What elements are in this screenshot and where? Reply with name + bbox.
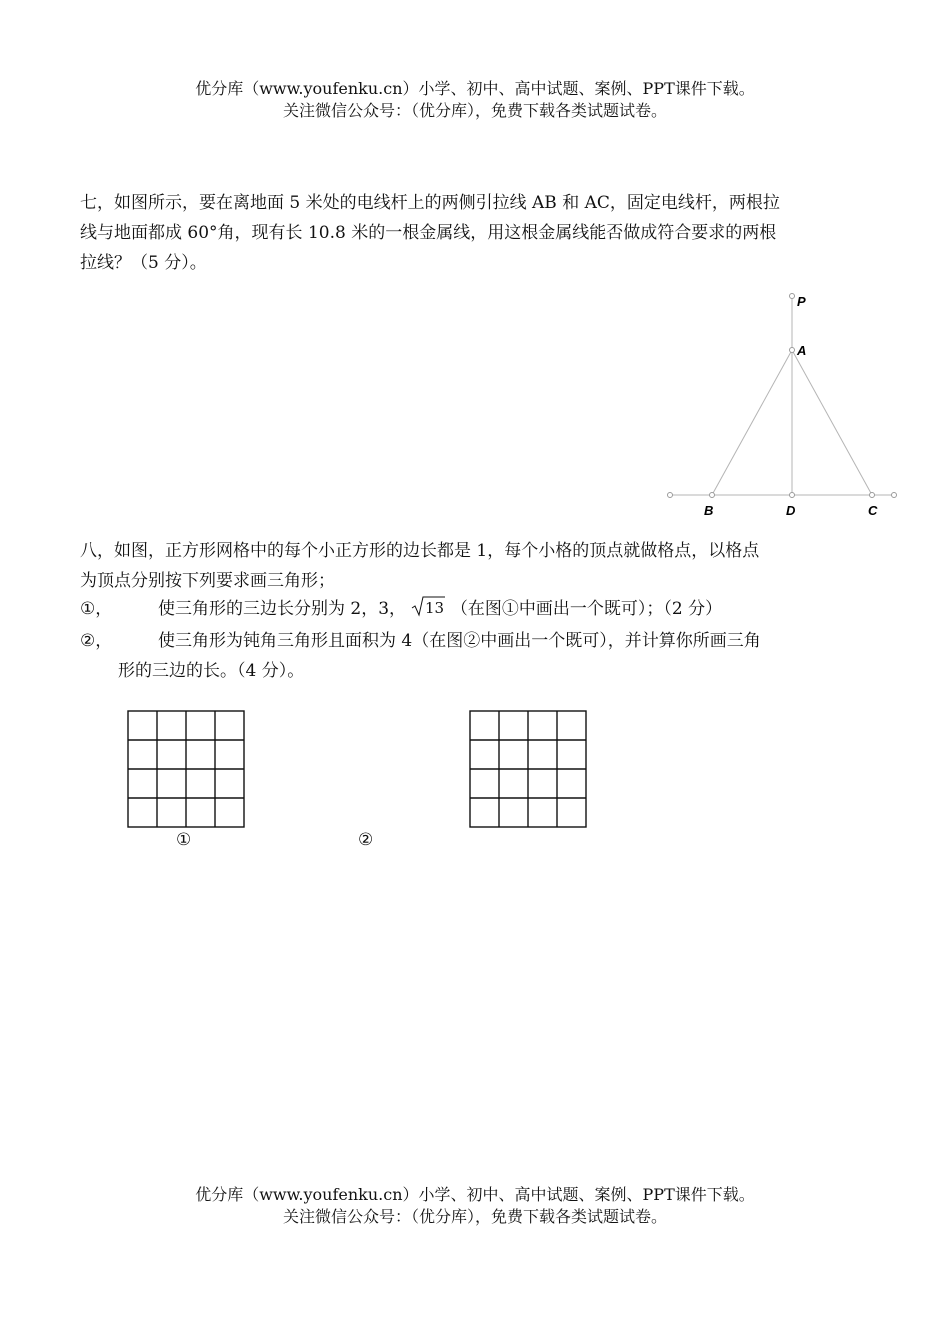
question-8: [80, 536, 875, 596]
sqrt-value: 13: [425, 599, 445, 617]
footer-line-2: 关注微信公众号：（优分库），免费下载各类试题试卷。: [282, 1207, 667, 1226]
wire-ac: [792, 350, 872, 495]
q8-line-1: 八，如图，正方形网格中的每个小正方形的边长都是 1，每个小格的顶点就做格点，以格点: [80, 541, 760, 561]
q8-line-2: 为顶点分别按下列要求画三角形；: [80, 571, 335, 591]
q8-item-1-num: ①，: [80, 599, 113, 619]
q8-item-1: [80, 594, 875, 624]
question-7: [80, 188, 875, 278]
point-a: [790, 348, 795, 353]
q7-figure: [660, 288, 905, 523]
ground-end-right: [892, 493, 897, 498]
q8-item-1-text-after: （在图①中画出一个既可）；（2 分）: [450, 599, 723, 619]
point-c: [870, 493, 875, 498]
label-c: C: [868, 503, 878, 518]
grid-2-caption: ②: [358, 830, 374, 850]
point-b: [710, 493, 715, 498]
ground-end-left: [668, 493, 673, 498]
grid-1-caption: ①: [176, 830, 192, 850]
footer-line-1: 优分库（www.youfenku.cn）小学、初中、高中试题、案例、PPT课件下载。: [195, 1185, 755, 1204]
point-d: [790, 493, 795, 498]
q7-line-1: 七，如图所示，要在离地面 5 米处的电线杆上的两侧引拉线 AB 和 AC，固定电线杆，两根拉: [80, 193, 780, 213]
point-p: [790, 294, 795, 299]
page-header: [0, 78, 950, 122]
page-footer: [0, 1184, 950, 1228]
grid-1: [126, 709, 248, 831]
header-line-2: 关注微信公众号：（优分库），免费下载各类试题试卷。: [282, 101, 667, 120]
q8-item-2-num: ②，: [80, 631, 113, 651]
q7-line-3: 拉线？（5 分）。: [80, 253, 207, 273]
q7-line-2: 线与地面都成 60°角，现有长 10.8 米的一根金属线，用这根金属线能否做成符合要求的两根: [80, 223, 777, 243]
header-line-1: 优分库（www.youfenku.cn）小学、初中、高中试题、案例、PPT课件下载。: [195, 79, 755, 98]
label-b: B: [704, 503, 714, 518]
label-p: P: [797, 294, 806, 309]
grid-2: [468, 709, 590, 831]
q8-item-1-text: 使三角形的三边长分别为 2，3，: [158, 599, 407, 619]
sqrt-symbol: [411, 595, 445, 617]
wire-ab: [712, 350, 792, 495]
q8-item-2: [80, 626, 875, 686]
q8-item-2-cont: 形的三边的长。（4 分）。: [118, 661, 305, 681]
label-a: A: [797, 343, 807, 358]
q8-item-2-text: 使三角形为钝角三角形且面积为 4（在图②中画出一个既可），并计算你所画三角: [158, 631, 761, 651]
label-d: D: [786, 503, 796, 518]
